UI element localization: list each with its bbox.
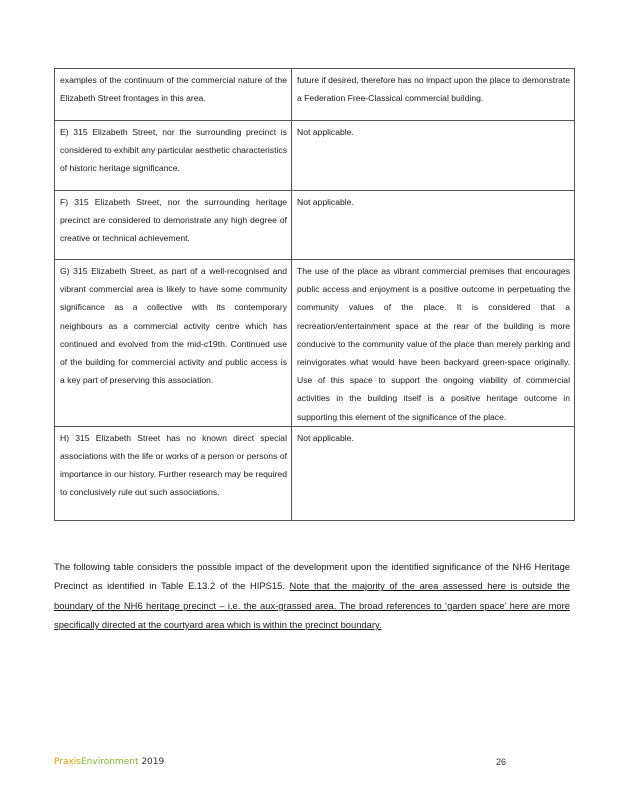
criterion-cell: F) 315 Elizabeth Street, nor the surrounding heritage precinct are considered to demonstrate any high degree of creative or technical achievement. — [55, 191, 292, 260]
paragraph-underlined-note: Note that the majority of the area assessed here is outside the boundary of the NH6 heritage precinct – i.e. the aux-grassed area. The broad references to ‘garden space’ here are more specifically directed at the courtyard area which is within the precinct boundary. — [54, 580, 570, 630]
table-row — [55, 426, 575, 520]
table-row — [55, 191, 575, 260]
impact-cell: Not applicable. — [292, 191, 575, 260]
impact-cell: Not applicable. — [292, 426, 575, 520]
page-number: 26 — [496, 757, 507, 767]
brand-praxis: Praxis — [54, 757, 81, 767]
impact-cell: Not applicable. — [292, 121, 575, 191]
paragraph-text: The following table considers the possible impact of the development upon the identified significance of the NH6 Heritage Precinct as identified in Table E.13.2 of the HIPS15. — [54, 561, 570, 592]
significance-criteria-table — [54, 68, 575, 521]
footer-brand — [54, 757, 164, 767]
footer-year: 2019 — [138, 757, 165, 767]
criterion-cell: E) 315 Elizabeth Street, nor the surrounding precinct is considered to exhibit any particular aesthetic characteristics of historic heritage significance. — [55, 121, 292, 191]
criterion-cell: G) 315 Elizabeth Street, as part of a well-recognised and vibrant commercial area is likely to have some community significance as a collective with its contemporary neighbours as a commercial activity centre which has continued and evolved from the mid-c19th. Continued use of the building for commercial activity and public access is a key part of preserving this association. — [55, 260, 292, 427]
impact-cell: future if desired, therefore has no impact upon the place to demonstrate a Federation Free-Classical commercial building. — [292, 69, 575, 121]
criterion-cell: examples of the continuum of the commercial nature of the Elizabeth Street frontages in this area. — [55, 69, 292, 121]
brand-environment: Environment — [81, 757, 139, 767]
table-row — [55, 69, 575, 121]
table-row — [55, 121, 575, 191]
body-paragraph — [54, 557, 570, 634]
table-row — [55, 260, 575, 427]
impact-cell: The use of the place as vibrant commercial premises that encourages public access and enjoyment is a positive outcome in perpetuating the community values of the place. It is considered that a recreation/entertainment space at the rear of the building is more conducive to the community value of the place than merely parking and reinvigorates what would have been backyard green-space originally. Use of this space to support the ongoing viability of commercial activities in the building itself is a positive heritage outcome in supporting this element of the significance of the place. — [292, 260, 575, 427]
criterion-cell: H) 315 Elizabeth Street has no known direct special associations with the life or works of a person or persons of importance in our history. Further research may be required to conclusively rule out such associations. — [55, 426, 292, 520]
